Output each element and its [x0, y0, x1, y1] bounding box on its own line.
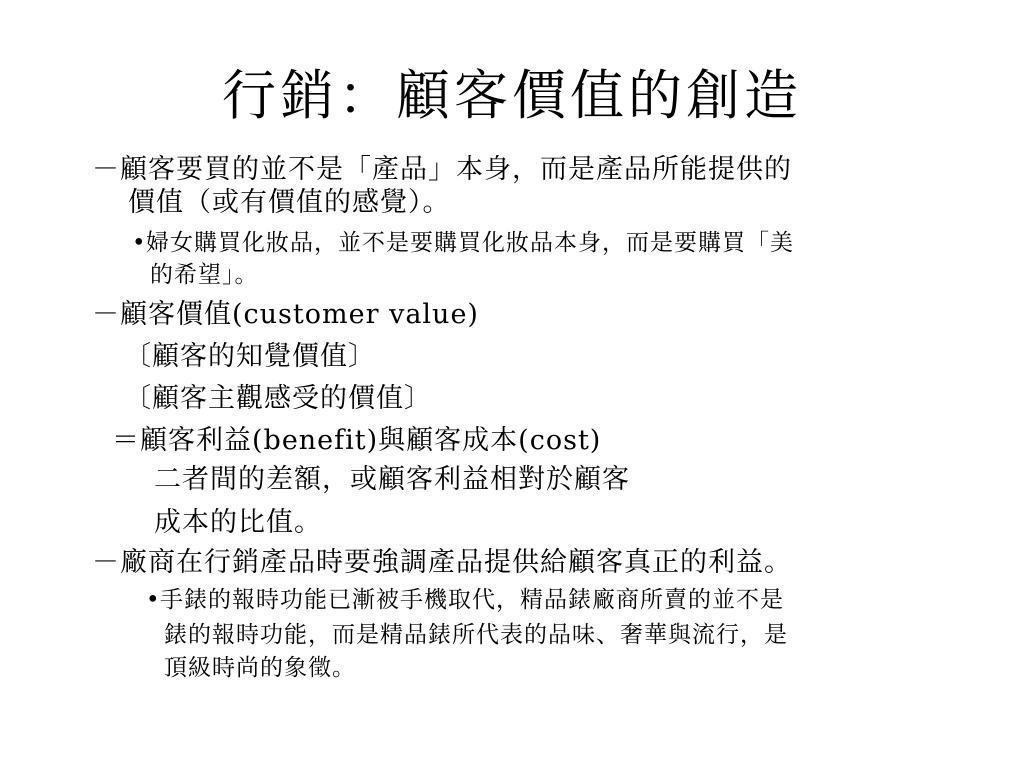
body-line-4: 〔顧客的知覺價值〕	[124, 341, 376, 372]
body-line-2: 價值（或有價值的感覺）。	[128, 187, 451, 218]
body-line-3: －顧客價值(customer value)	[92, 299, 479, 330]
body-line-5: 〔顧客主觀感受的價值〕	[124, 383, 432, 414]
bullet-item-2	[146, 585, 784, 615]
bullet-icon: •	[146, 587, 161, 613]
body-line-8: 成本的比值。	[154, 507, 322, 538]
bullet-icon: •	[132, 230, 147, 256]
bullet-item-1-cont: 的希望」。	[150, 262, 259, 288]
body-line-1: －顧客要買的並不是「產品」本身，而是產品所能提供的	[92, 154, 792, 185]
bullet-item-2-cont-1: 錶的報時功能，而是精品錶所代表的品味、奢華與流行，是	[164, 622, 788, 648]
bullet-item-1	[132, 228, 794, 258]
bullet-item-2-text: 手錶的報時功能已漸被手機取代，精品錶廠商所賣的並不是	[160, 587, 784, 613]
body-line-6: ＝顧客利益(benefit)與顧客成本(cost)	[112, 425, 602, 456]
bullet-item-2-cont-2: 頂級時尚的象徵。	[164, 655, 356, 681]
slide-title: 行銷：顧客價值的創造	[222, 64, 802, 127]
bullet-item-1-text: 婦女購買化妝品，並不是要購買化妝品本身，而是要購買「美	[146, 230, 794, 256]
body-line-7: 二者間的差額，或顧客利益相對於顧客	[154, 464, 630, 495]
body-line-9: －廠商在行銷產品時要強調產品提供給顧客真正的利益。	[92, 547, 792, 578]
